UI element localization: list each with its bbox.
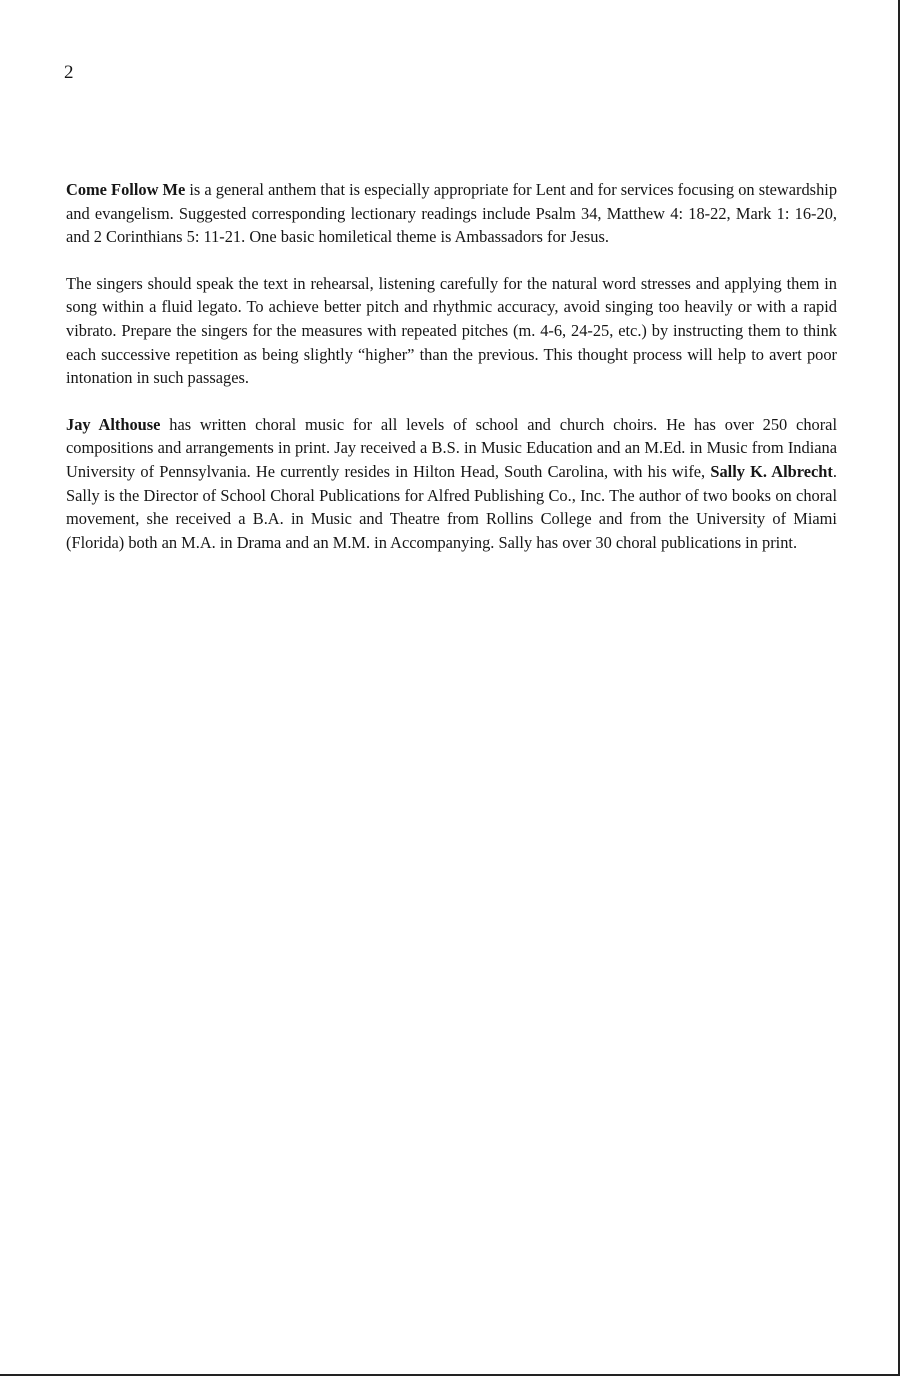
biography-text-part-1: has written choral music for all levels of school and church choirs. He has over 250 choral compositions and arrangements in print. Jay received a B.S. in Music Education and an M.Ed. in Music from Indiana University of Pennsylvania. He currently resides in Hilton Head, South Carolina, with his wife,: [66, 414, 837, 481]
page-number: 2: [64, 62, 74, 83]
anthem-description-text: is a general anthem that is especially appropriate for Lent and for services focusing on stewardship and evangelism. Suggested corresponding lectionary readings include Psalm 34, Matthew 4: 18-22, Mark 1: 16-20, and 2 Corinthians 5: 11-21. One basic homiletical theme is Ambassadors for Jesus.: [66, 180, 838, 247]
paragraph-anthem-description: [66, 178, 837, 249]
body-text: [66, 178, 837, 577]
paragraph-biography: [66, 413, 837, 555]
composer-name: Jay Althouse: [66, 414, 161, 434]
anthem-title: Come Follow Me: [66, 180, 186, 199]
rehearsal-notes-text: The singers should speak the text in rehearsal, listening carefully for the natural word stresses and applying them in song within a fluid legato. To achieve better pitch and rhythmic accuracy, avoid singing too heavily or with a rapid vibrato. Prepare the singers for the measures with repeated pitches (m. 4-6, 24-25, etc.) by instructing them to think each successive repetition as being slightly “higher” than the previous. This thought process will help to avert poor intonation in such passages.: [66, 273, 837, 388]
biography-text-part-2: . Sally is the Director of School Choral Publications for Alfred Publishing Co., Inc. The author of two books on choral movement, she received a B.A. in Music and Theatre from Rollins College and from the University of Miami (Florida) both an M.A. in Drama and an M.M. in Accompanying. Sally has over 30 choral publications in print.: [66, 461, 837, 552]
co-author-name: Sally K. Albrecht: [710, 461, 833, 481]
paragraph-rehearsal-notes: [66, 272, 837, 390]
